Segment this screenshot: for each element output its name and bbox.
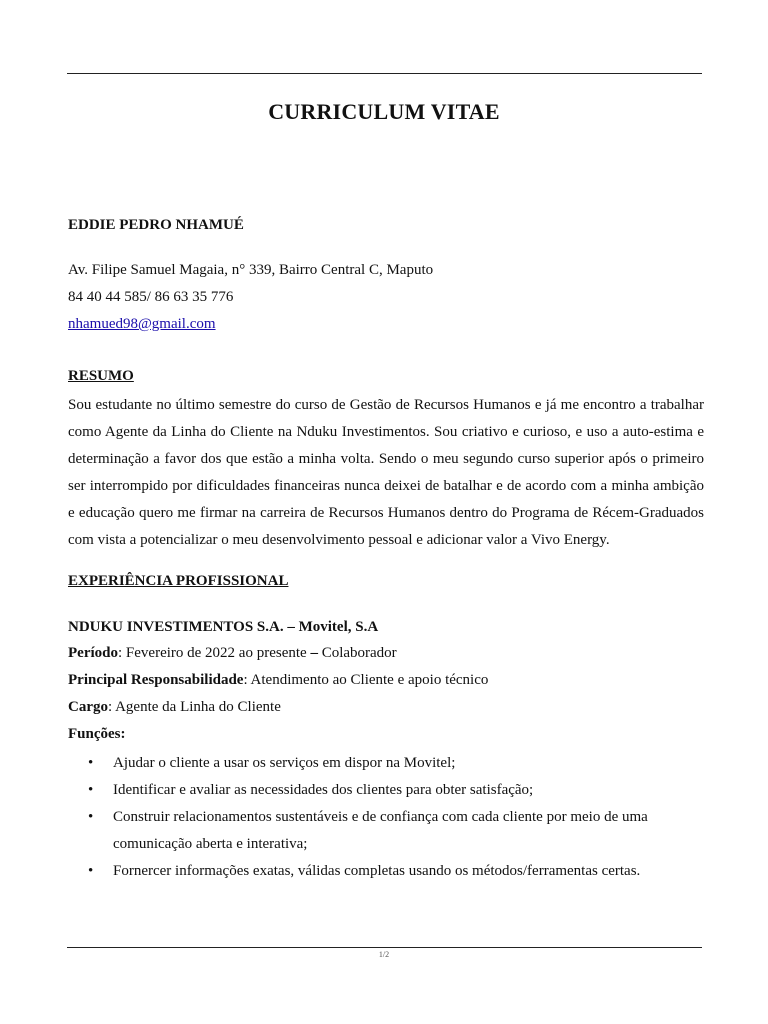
bullet-icon: • (88, 755, 94, 771)
duty-text: Fornercer informações exatas, válidas completas usando os métodos/ferramentas certas. (113, 863, 641, 879)
functions-label: Funções: (68, 726, 126, 742)
position-value: : Agente da Linha do Cliente (108, 699, 281, 715)
candidate-name: EDDIE PEDRO NHAMUÉ (68, 217, 244, 233)
document-title: CURRICULUM VITAE (268, 99, 500, 124)
resumo-line: Sou estudante no último semestre do curso de Gestão de Recursos Humanos e já me encontro a trabalhar (68, 397, 704, 413)
position-label: Cargo (68, 699, 108, 715)
period-label: Período (68, 645, 118, 661)
duty-text: Construir relacionamentos sustentáveis e de confiança com cada cliente por meio de uma (113, 809, 648, 825)
period-role: Colaborador (317, 645, 397, 661)
list-item (68, 750, 704, 777)
bullet-icon: • (88, 863, 94, 879)
resumo-line: ser interrompido por dificuldades financeiras nunca deixei de batalhar e de acordo com a minha ambição (68, 478, 704, 494)
resumo-heading: RESUMO (68, 368, 134, 384)
resumo-line: como Agente da Linha do Cliente na Nduku Investimentos. Sou criativo e curioso, e uso a auto-estima e (68, 424, 704, 440)
company-name: NDUKU INVESTIMENTOS S.A. – Movitel, S.A (68, 619, 379, 635)
phone: 84 40 44 585/ 86 63 35 776 (68, 289, 234, 305)
resumo-line: determinação a favor dos que estão a minha volta. Sendo o meu segundo curso superior após o primeiro (68, 451, 704, 467)
list-item (68, 804, 704, 858)
resumo-line: e educação quero me firmar na carreira de Recursos Humanos dentro do Programa de Récem-Graduados (68, 505, 704, 521)
top-rule (67, 73, 702, 74)
duty-text: Identificar e avaliar as necessidades dos clientes para obter satisfação; (113, 782, 534, 798)
responsibility-value: : Atendimento ao Cliente e apoio técnico (243, 672, 489, 688)
list-item (68, 777, 704, 804)
page-number: 1/2 (378, 950, 390, 959)
email-link[interactable] (68, 315, 216, 333)
period-dash: – (310, 645, 318, 661)
resumo-paragraph (68, 392, 704, 554)
duty-text: Ajudar o cliente a usar os serviços em dispor na Movitel; (113, 755, 456, 771)
period-row (68, 644, 397, 662)
period-value: : Fevereiro de 2022 ao presente (118, 645, 311, 661)
experience-heading: EXPERIÊNCIA PROFISSIONAL (68, 573, 289, 589)
list-item (68, 858, 704, 885)
duties-list (68, 750, 704, 885)
position-row (68, 698, 281, 716)
responsibility-label: Principal Responsabilidade (68, 672, 244, 688)
responsibility-row (68, 671, 488, 689)
bottom-rule (67, 947, 702, 948)
address: Av. Filipe Samuel Magaia, n° 339, Bairro Central C, Maputo (68, 262, 434, 278)
duty-text-continued: comunicação aberta e interativa; (113, 836, 308, 852)
resumo-line: com vista a potencializar o meu desenvolvimento pessoal e adicionar valor a Vivo Energy. (68, 532, 610, 548)
bullet-icon: • (88, 782, 94, 798)
bullet-icon: • (88, 809, 94, 825)
email-text[interactable]: nhamued98@gmail.com (68, 316, 216, 332)
